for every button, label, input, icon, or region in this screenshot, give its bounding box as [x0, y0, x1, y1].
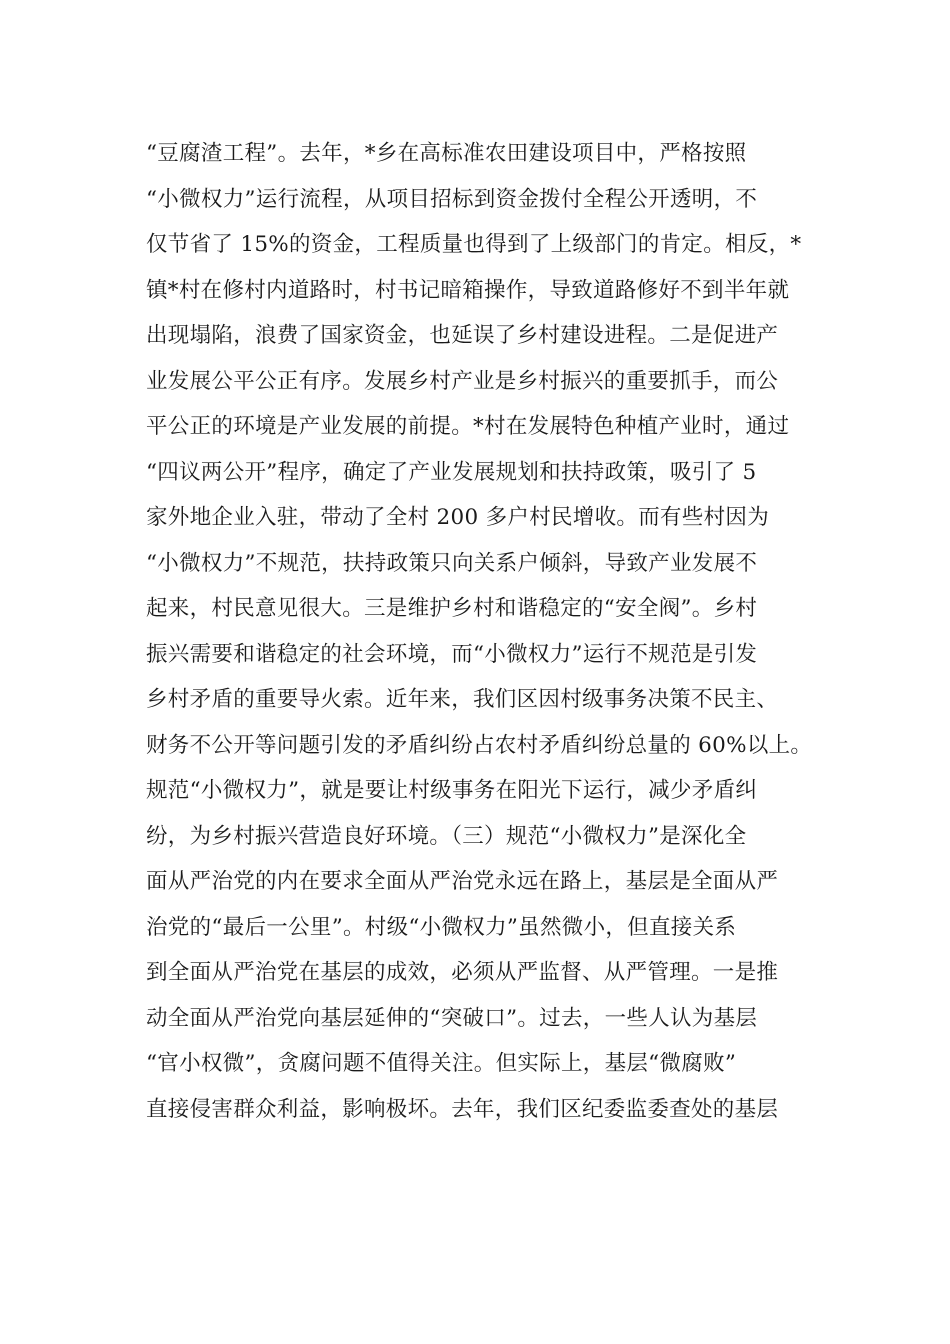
text-line: 家外地企业入驻，带动了全村 200 多户村民增收。而有些村因为: [146, 505, 770, 530]
text-line: 起来，村民意见很大。三是维护乡村和谐稳定的“安全阀”。乡村: [146, 596, 758, 621]
text-line: 规范“小微权力”，就是要让村级事务在阳光下运行，减少矛盾纠: [146, 778, 758, 803]
text-line: 平公正的环境是产业发展的前提。*村在发展特色种植产业时，通过: [146, 414, 790, 439]
text-line: 乡村矛盾的重要导火索。近年来，我们区因村级事务决策不民主、: [146, 687, 779, 712]
text-line: 直接侵害群众利益，影响极坏。去年，我们区纪委监委查处的基层: [146, 1096, 779, 1122]
text-line: “四议两公开”程序，确定了产业发展规划和扶持政策，吸引了 5: [146, 459, 757, 485]
text-line: 动全面从严治党向基层延伸的“突破口”。过去，一些人认为基层: [146, 1005, 758, 1031]
text-line: 财务不公开等问题引发的矛盾纠纷占农村矛盾纠纷总量的 60%以上。: [146, 732, 813, 758]
text-line: 振兴需要和谐稳定的社会环境，而“小微权力”运行不规范是引发: [146, 641, 758, 667]
body-text: [146, 131, 836, 1132]
text-line: “官小权微”，贪腐问题不值得关注。但实际上，基层“微腐败”: [146, 1051, 737, 1076]
text-line: 面从严治党的内在要求全面从严治党永远在路上，基层是全面从严: [146, 869, 779, 894]
text-line: 纷，为乡村振兴营造良好环境。（三）规范“小微权力”是深化全: [146, 823, 747, 849]
text-line: “豆腐渣工程”。去年，*乡在高标准农田建设项目中，严格按照: [146, 141, 747, 166]
text-line: 出现塌陷，浪费了国家资金，也延误了乡村建设进程。二是促进产: [146, 323, 779, 348]
text-line: “小微权力”运行流程，从项目招标到资金拨付全程公开透明，不: [146, 186, 758, 212]
text-line: 治党的“最后一公里”。村级“小微权力”虽然微小，但直接关系: [146, 914, 737, 940]
text-line: 镇*村在修村内道路时，村书记暗箱操作，导致道路修好不到半年就: [146, 277, 790, 303]
text-line: 到全面从严治党在基层的成效，必须从严监督、从严管理。一是推: [146, 960, 779, 985]
text-line: 仅节省了 15%的资金，工程质量也得到了上级部门的肯定。相反，*: [146, 232, 802, 257]
text-line: 业发展公平公正有序。发展乡村产业是乡村振兴的重要抓手，而公: [146, 368, 779, 394]
text-line: “小微权力”不规范，扶持政策只向关系户倾斜，导致产业发展不: [146, 550, 758, 576]
